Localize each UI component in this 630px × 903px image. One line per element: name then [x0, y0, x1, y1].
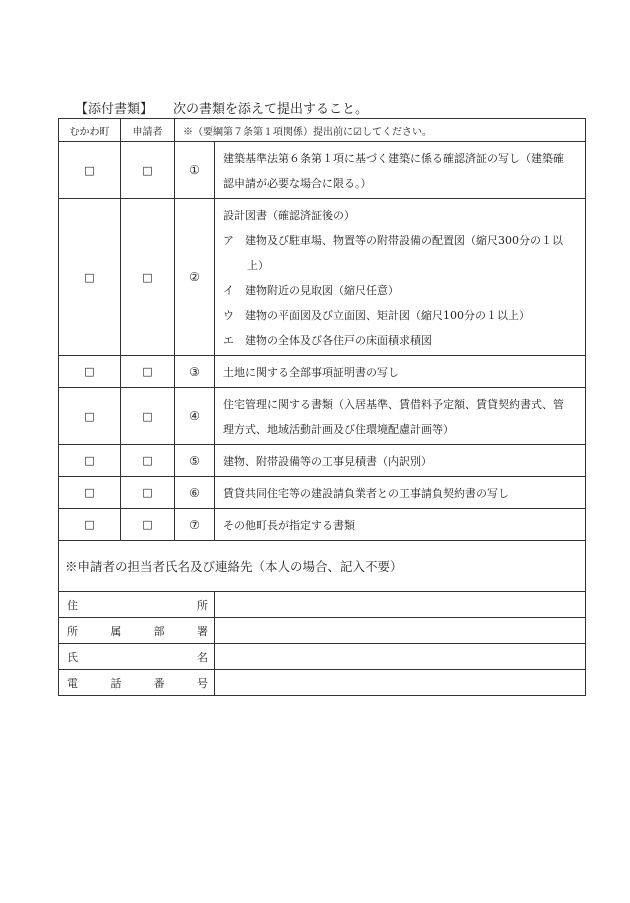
applicant-checkbox[interactable]: □: [121, 445, 175, 477]
description-line: 賃貸共同住宅等の建設請負業者との工事請負契約書の写し: [223, 487, 509, 500]
item-number: ⑦: [175, 509, 215, 541]
description-line: 住宅管理に関する書類（入居基準、賃借料予定額、賃貸契約書式、管: [223, 398, 564, 411]
item-description: [215, 509, 586, 541]
document-row: [59, 509, 586, 541]
item-description: [215, 356, 586, 388]
town-checkbox[interactable]: □: [59, 356, 121, 388]
town-checkbox[interactable]: □: [59, 199, 121, 356]
column-header-applicant: 申請者: [121, 119, 175, 142]
contact-section-title: ※申請者の担当者氏名及び連絡先（本人の場合、記入不要）: [59, 541, 586, 592]
item-number: ①: [175, 142, 215, 199]
town-checkbox[interactable]: □: [59, 388, 121, 445]
description-line: 認申請が必要な場合に限る。）: [223, 177, 372, 190]
description-line: 理方式、地域活動計画及び住環境配慮計画等）: [223, 423, 454, 436]
heading-text: 次の書類を添えて提出すること。: [173, 102, 369, 117]
contact-section-row: [59, 541, 586, 592]
phone-field[interactable]: [215, 670, 586, 696]
applicant-checkbox[interactable]: □: [121, 356, 175, 388]
contact-row-name: [59, 644, 586, 670]
town-checkbox[interactable]: □: [59, 142, 121, 199]
name-label: 氏名: [59, 644, 215, 670]
applicant-checkbox[interactable]: □: [121, 509, 175, 541]
item-description: [215, 445, 586, 477]
department-label: 所属部署: [59, 618, 215, 644]
document-row: [59, 388, 586, 445]
contact-row-address: [59, 592, 586, 618]
document-row: [59, 356, 586, 388]
description-line: 建物、附帯設備等の工事見積書（内訳別）: [223, 455, 432, 468]
document-row: [59, 477, 586, 509]
attachment-table: [58, 118, 586, 696]
description-line: イ 建物附近の見取図（縮尺任意）: [223, 284, 399, 297]
item-number: ④: [175, 388, 215, 445]
item-number: ③: [175, 356, 215, 388]
item-number: ②: [175, 199, 215, 356]
item-description: [215, 388, 586, 445]
address-field[interactable]: [215, 592, 586, 618]
item-description: [215, 477, 586, 509]
applicant-checkbox[interactable]: □: [121, 388, 175, 445]
description-line: 設計図書（確認済証後の）: [223, 209, 355, 222]
applicant-checkbox[interactable]: □: [121, 142, 175, 199]
town-checkbox[interactable]: □: [59, 509, 121, 541]
contact-row-phone: [59, 670, 586, 696]
document-row: [59, 142, 586, 199]
column-header-note: ※（要綱第７条第１項関係）提出前に☑してください。: [175, 119, 586, 142]
item-number: ⑤: [175, 445, 215, 477]
table-header-row: [59, 119, 586, 142]
applicant-checkbox[interactable]: □: [121, 477, 175, 509]
town-checkbox[interactable]: □: [59, 445, 121, 477]
contact-row-department: [59, 618, 586, 644]
description-line: その他町長が指定する書類: [223, 519, 355, 532]
address-label: 住所: [59, 592, 215, 618]
description-line: エ 建物の全体及び各住戸の床面積求積図: [223, 334, 432, 347]
applicant-checkbox[interactable]: □: [121, 199, 175, 356]
name-field[interactable]: [215, 644, 586, 670]
column-header-town: むかわ町: [59, 119, 121, 142]
description-line: ア 建物及び駐車場、物置等の附帯設備の配置図（縮尺300分の１以: [223, 234, 563, 247]
document-row: [59, 199, 586, 356]
description-line: 建築基準法第６条第１項に基づく建築に係る確認済証の写し（建築確: [223, 152, 564, 165]
document-row: [59, 445, 586, 477]
item-description: [215, 142, 586, 199]
heading-label: 【添付書類】: [75, 102, 154, 117]
item-number: ⑥: [175, 477, 215, 509]
department-field[interactable]: [215, 618, 586, 644]
attachment-heading: [75, 98, 368, 117]
town-checkbox[interactable]: □: [59, 477, 121, 509]
item-description: [215, 199, 586, 356]
phone-label: 電話番号: [59, 670, 215, 696]
description-line: 土地に関する全部事項証明書の写し: [223, 366, 399, 379]
description-line: 上）: [247, 259, 269, 272]
description-line: ウ 建物の平面図及び立面図、矩計図（縮尺100分の１以上）: [223, 309, 530, 322]
